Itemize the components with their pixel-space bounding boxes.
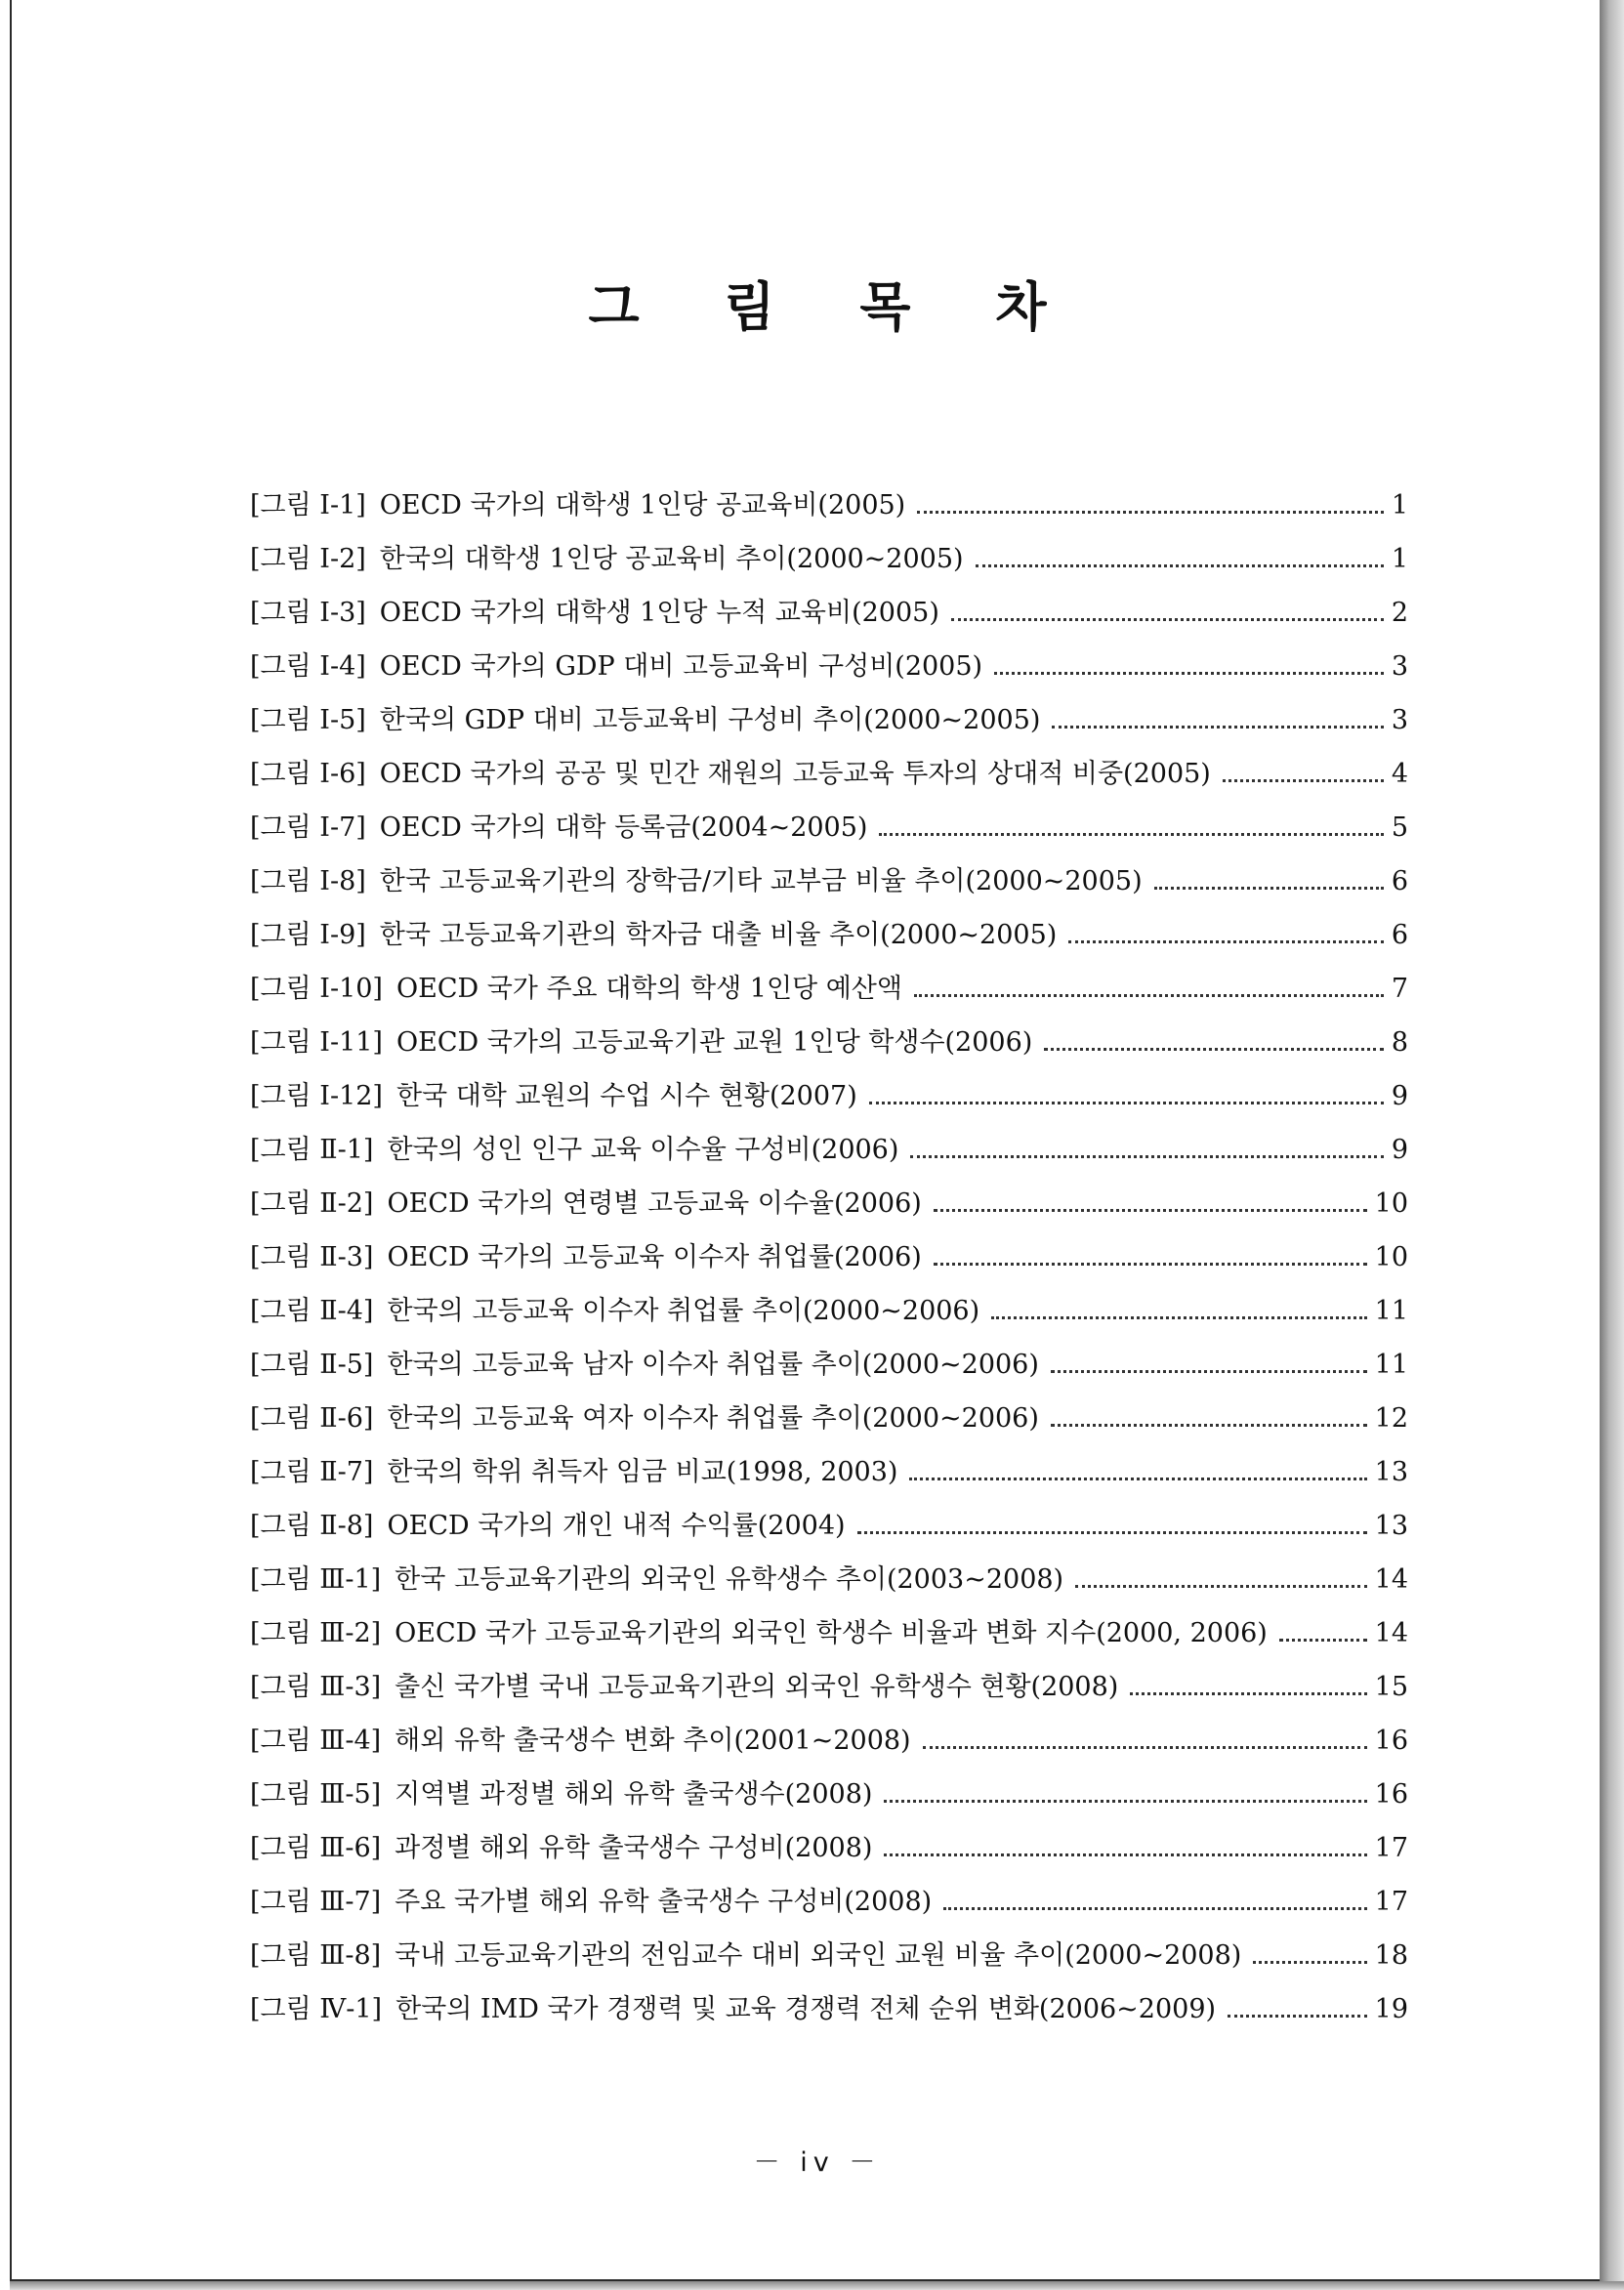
dot-leader [869,1102,1384,1104]
dot-leader [914,994,1384,997]
toc-entry-page: 13 [1374,1457,1408,1487]
dot-leader [1223,779,1384,782]
dot-leader [1052,726,1383,729]
toc-entry [250,1445,1408,1499]
toc-entry-label: [그림 Ⅲ-4] [250,1726,382,1756]
page-shadow-right [1600,0,1624,2290]
toc-entry-page: 16 [1374,1726,1408,1756]
dot-leader [1068,940,1384,943]
toc-entry [250,1660,1408,1714]
toc-entry-page: 14 [1374,1618,1408,1648]
toc-entry [250,693,1408,747]
toc-entry-page: 3 [1391,705,1408,735]
toc-entry-label: [그림 Ⅰ-1] [250,490,366,520]
dot-leader [923,1746,1367,1749]
toc-entry-label: [그림 Ⅰ-2] [250,544,366,574]
toc-entry-title: OECD 국가 주요 대학의 학생 1인당 예산액 [396,974,902,1004]
toc-entry [250,1875,1408,1929]
toc-entry-title: OECD 국가의 대학 등록금(2004~2005) [379,812,868,843]
dot-leader [934,1209,1367,1212]
toc-entry-title: 한국 고등교육기관의 장학금/기타 교부금 비율 추이(2000~2005) [379,866,1143,896]
toc-entry-page: 7 [1391,974,1408,1004]
dot-leader [1044,1048,1384,1051]
toc-entry-title: OECD 국가의 고등교육 이수자 취업률(2006) [387,1242,922,1272]
dot-leader [857,1531,1367,1534]
toc-entry-title: 지역별 과정별 해외 유학 출국생수(2008) [395,1779,873,1810]
toc-entry [250,1069,1408,1123]
toc-entry-page: 1 [1391,490,1408,520]
toc-entry-page: 4 [1391,759,1408,789]
dot-leader [1154,887,1384,890]
toc-entry-title: 주요 국가별 해외 유학 출국생수 구성비(2008) [395,1887,933,1917]
toc-entry [250,1284,1408,1338]
toc-entry [250,1016,1408,1069]
figure-table-of-contents [250,479,1408,2036]
toc-entry [250,532,1408,586]
toc-entry [250,479,1408,532]
toc-entry-label: [그림 Ⅰ-3] [250,598,366,628]
page-number: － iv － [753,2147,882,2178]
toc-entry [250,801,1408,854]
toc-entry-page: 14 [1374,1564,1408,1595]
toc-entry-title: OECD 국가의 연령별 고등교육 이수율(2006) [387,1188,922,1219]
toc-entry-page: 19 [1374,1994,1408,2024]
toc-entry [250,1499,1408,1553]
toc-entry-label: [그림 Ⅱ-8] [250,1511,374,1541]
toc-entry [250,1606,1408,1660]
toc-entry-label: [그림 Ⅲ-7] [250,1887,382,1917]
toc-entry-label: [그림 Ⅱ-1] [250,1135,374,1165]
toc-entry-label: [그림 Ⅰ-4] [250,651,366,682]
toc-entry-title: 한국의 고등교육 남자 이수자 취업률 추이(2000~2006) [387,1350,1039,1380]
toc-entry-title: OECD 국가의 공공 및 민간 재원의 고등교육 투자의 상대적 비중(2005) [379,759,1211,789]
dot-leader [1075,1585,1367,1588]
dot-leader [976,564,1384,567]
toc-entry-title: 한국의 IMD 국가 경쟁력 및 교육 경쟁력 전체 순위 변화(2006~2009) [396,1994,1217,2024]
toc-entry-page: 11 [1374,1350,1408,1380]
toc-entry-title: OECD 국가 고등교육기관의 외국인 학생수 비율과 변화 지수(2000, 2006) [395,1618,1268,1648]
dot-leader [994,672,1384,675]
toc-entry-page: 13 [1374,1511,1408,1541]
toc-entry-title: 출신 국가별 국내 고등교육기관의 외국인 유학생수 현황(2008) [395,1672,1119,1702]
page-shadow-bottom [10,2281,1624,2290]
toc-entry-label: [그림 Ⅰ-9] [250,920,366,950]
toc-entry-page: 15 [1374,1672,1408,1702]
toc-entry-label: [그림 Ⅲ-1] [250,1564,382,1595]
dot-leader [884,1800,1366,1803]
toc-entry-page: 3 [1391,651,1408,682]
toc-entry-page: 2 [1391,598,1408,628]
toc-entry-label: [그림 Ⅰ-6] [250,759,366,789]
toc-entry [250,1929,1408,1982]
toc-entry-label: [그림 Ⅲ-2] [250,1618,382,1648]
dot-leader [1253,1961,1366,1964]
toc-entry-title: OECD 국가의 대학생 1인당 누적 교육비(2005) [379,598,939,628]
toc-entry [250,586,1408,640]
dot-leader [1051,1424,1367,1427]
toc-entry [250,1768,1408,1821]
dot-leader [879,833,1383,836]
toc-entry-label: [그림 Ⅰ-8] [250,866,366,896]
toc-entry-label: [그림 Ⅰ-7] [250,812,366,843]
page-title: 그 림 목 차 [588,276,1080,338]
toc-entry-page: 6 [1391,920,1408,950]
toc-entry-title: 한국의 고등교육 이수자 취업률 추이(2000~2006) [387,1296,980,1326]
toc-entry-label: [그림 Ⅲ-8] [250,1940,382,1971]
dot-leader [951,618,1384,621]
toc-entry-page: 16 [1374,1779,1408,1810]
toc-entry-label: [그림 Ⅱ-6] [250,1403,374,1434]
toc-entry-page: 6 [1391,866,1408,896]
toc-entry [250,1982,1408,2036]
toc-entry-page: 17 [1374,1833,1408,1863]
toc-entry [250,640,1408,693]
toc-entry-page: 9 [1391,1135,1408,1165]
toc-entry-label: [그림 Ⅱ-4] [250,1296,374,1326]
dot-leader [991,1316,1366,1319]
toc-entry-label: [그림 Ⅱ-2] [250,1188,374,1219]
toc-entry-title: 한국의 GDP 대비 고등교육비 구성비 추이(2000~2005) [379,705,1041,735]
toc-entry-title: OECD 국가의 대학생 1인당 공교육비(2005) [379,490,906,520]
toc-entry-title: 과정별 해외 유학 출국생수 구성비(2008) [395,1833,873,1863]
toc-entry-label: [그림 Ⅰ-10] [250,974,383,1004]
toc-entry-label: [그림 Ⅲ-5] [250,1779,382,1810]
toc-entry [250,854,1408,908]
toc-entry-page: 11 [1374,1296,1408,1326]
toc-entry-label: [그림 Ⅰ-5] [250,705,366,735]
toc-entry-title: 한국의 성인 인구 교육 이수율 구성비(2006) [387,1135,899,1165]
toc-entry [250,1177,1408,1230]
toc-entry-page: 10 [1374,1188,1408,1219]
toc-entry [250,962,1408,1016]
toc-entry-page: 18 [1374,1940,1408,1971]
toc-entry [250,1230,1408,1284]
dot-leader [910,1155,1383,1158]
dot-leader [909,1478,1366,1480]
toc-entry-label: [그림 Ⅰ-11] [250,1027,383,1058]
toc-entry [250,908,1408,962]
toc-entry [250,1392,1408,1445]
dot-leader [917,511,1384,514]
toc-entry [250,1123,1408,1177]
toc-entry-title: OECD 국가의 GDP 대비 고등교육비 구성비(2005) [379,651,983,682]
toc-entry-page: 8 [1391,1027,1408,1058]
toc-entry-title: 한국의 대학생 1인당 공교육비 추이(2000~2005) [379,544,964,574]
toc-entry-page: 9 [1391,1081,1408,1111]
dot-leader [943,1907,1366,1910]
toc-entry-page: 12 [1374,1403,1408,1434]
dot-leader [1051,1370,1367,1373]
toc-entry-title: OECD 국가의 고등교육기관 교원 1인당 학생수(2006) [396,1027,1033,1058]
toc-entry-page: 10 [1374,1242,1408,1272]
toc-entry-title: OECD 국가의 개인 내적 수익률(2004) [387,1511,846,1541]
toc-entry-title: 한국의 고등교육 여자 이수자 취업률 추이(2000~2006) [387,1403,1039,1434]
toc-entry-title: 해외 유학 출국생수 변화 추이(2001~2008) [395,1726,911,1756]
toc-entry-page: 5 [1391,812,1408,843]
toc-entry [250,1714,1408,1768]
toc-entry-title: 국내 고등교육기관의 전임교수 대비 외국인 교원 비율 추이(2000~2008) [395,1940,1242,1971]
dot-leader [1279,1639,1367,1642]
toc-entry-title: 한국 고등교육기관의 외국인 유학생수 추이(2003~2008) [395,1564,1064,1595]
toc-entry-title: 한국 대학 교원의 수업 시수 현황(2007) [396,1081,857,1111]
dot-leader [884,1853,1366,1856]
toc-entry-title: 한국의 학위 취득자 임금 비교(1998, 2003) [387,1457,898,1487]
toc-entry-page: 1 [1391,544,1408,574]
dot-leader [1228,2015,1367,2018]
dot-leader [934,1263,1367,1266]
toc-entry-label: [그림 Ⅱ-7] [250,1457,374,1487]
toc-entry [250,1338,1408,1392]
toc-entry-label: [그림 Ⅱ-3] [250,1242,374,1272]
toc-entry-label: [그림 Ⅲ-6] [250,1833,382,1863]
dot-leader [1130,1692,1366,1695]
toc-entry [250,1553,1408,1606]
toc-entry-label: [그림 Ⅰ-12] [250,1081,383,1111]
toc-entry-title: 한국 고등교육기관의 학자금 대출 비율 추이(2000~2005) [379,920,1058,950]
toc-entry-page: 17 [1374,1887,1408,1917]
toc-entry-label: [그림 Ⅱ-5] [250,1350,374,1380]
toc-entry [250,747,1408,801]
toc-entry-label: [그림 Ⅲ-3] [250,1672,382,1702]
toc-entry-label: [그림 Ⅳ-1] [250,1994,383,2024]
document-page [10,0,1600,2281]
toc-entry [250,1821,1408,1875]
